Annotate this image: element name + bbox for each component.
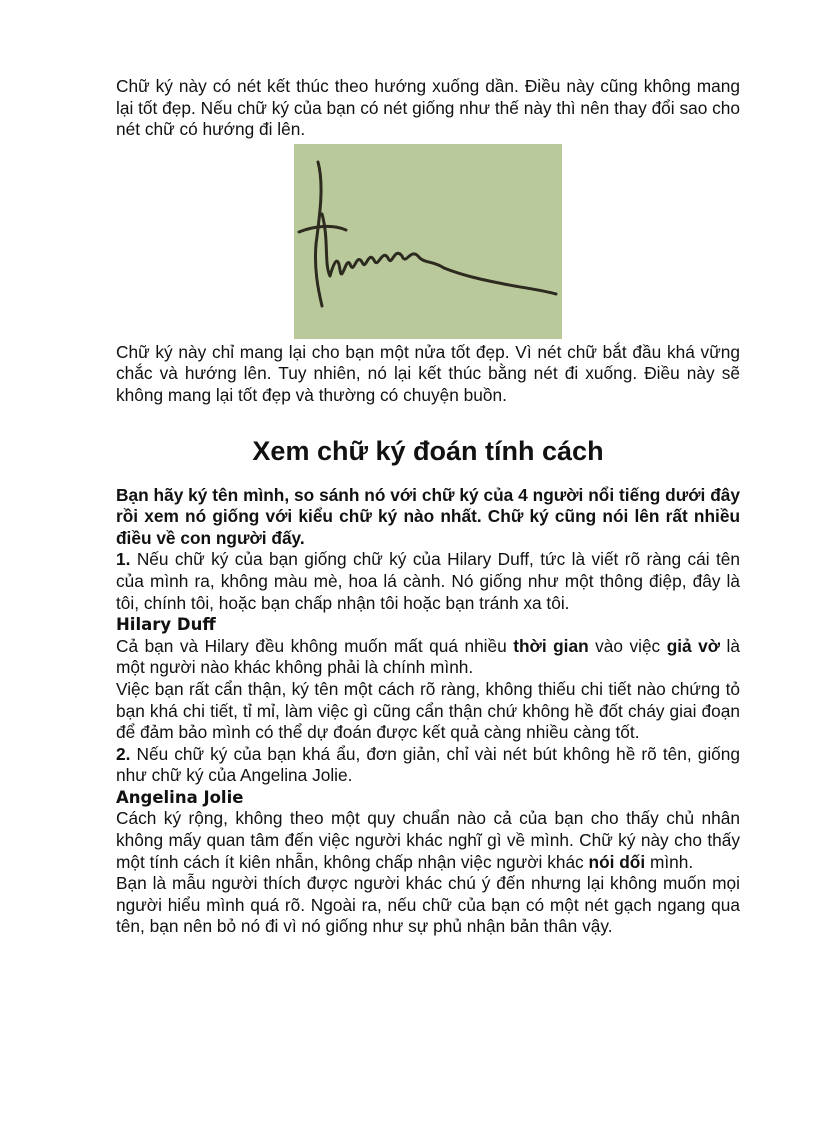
text-run: mình. — [645, 851, 694, 872]
angelina-paragraph-1 — [116, 808, 740, 873]
hilary-paragraph-2: Việc bạn rất cẩn thận, ký tên một cách rõ ràng, không thiếu chi tiết nào chứng tỏ bạn khá chi tiết, tỉ mỉ, làm việc gì cũng cẩn thận chứ không hề đốt cháy giai đoạn để đảm bảo mình có thể dự đoán được kết quả càng nhiều càng tốt. — [116, 678, 740, 743]
section-heading: Xem chữ ký đoán tính cách — [252, 435, 604, 466]
name-angelina-jolie: Angelina Jolie — [116, 787, 244, 807]
paragraph-half-good-signature: Chữ ký này chỉ mang lại cho bạn một nửa tốt đẹp. Vì nét chữ bắt đầu khá vững chắc và hướng lên. Tuy nhiên, nó lại kết thúc bằng nét đi xuống. Điều này sẽ không mang lại tốt đẹp và thường có chuyện buồn. — [116, 341, 740, 405]
name-hilary-duff: Hilary Duff — [116, 615, 216, 635]
item-2-text: Nếu chữ ký của bạn khá ẩu, đơn giản, chỉ vài nét bút không hề rõ tên, giống như chữ ký của Angelina Jolie. — [116, 743, 740, 786]
signature-image — [294, 144, 562, 339]
text-run: Cách ký rộng, không theo một quy chuẩn nào cả của bạn cho thấy chủ nhân không mấy quan tâm đến việc người khác nghĩ gì về mình. Chữ ký này cho thấy một tính cách ít kiên nhẫn, không chấp nhận việc người khác — [116, 808, 740, 872]
bold-run: thời gian — [513, 635, 589, 656]
text-run: Cả bạn và Hilary đều không muốn mất quá nhiều — [116, 635, 514, 656]
bold-run: giả vờ — [666, 635, 721, 656]
item-1-text: Nếu chữ ký của bạn giống chữ ký của Hilary Duff, tức là viết rõ ràng cái tên của mình ra, không màu mè, hoa lá cành. Nó giống như một thông điệp, đây là tôi, chính tôi, hoặc bạn chấp nhận tôi hoặc bạn tránh xa tôi. — [116, 549, 740, 613]
intro-paragraph: Bạn hãy ký tên mình, so sánh nó với chữ ký của 4 người nổi tiếng dưới đây rồi xem nó giống với kiểu chữ ký nào nhất. Chữ ký cũng nói lên rất nhiều điều về con người đấy. — [116, 484, 740, 548]
angelina-paragraph-2: Bạn là mẫu người thích được người khác chú ý đến nhưng lại không muốn mọi người hiểu mình quá rõ. Ngoài ra, nếu chữ của bạn có một nét gạch ngang qua tên, bạn nên bỏ nó đi vì nó giống như sự phủ nhận bản thân vậy. — [116, 873, 740, 937]
item-1-number: 1. — [116, 549, 131, 570]
text-run: vào việc — [588, 635, 667, 656]
bold-run: nói dối — [588, 851, 646, 872]
signature-scribble — [294, 144, 562, 339]
hilary-paragraph-1 — [116, 636, 740, 679]
text-run: là một người nào khác không phải là chính mình. — [116, 635, 740, 678]
item-1-paragraph — [116, 549, 740, 614]
document-page — [116, 76, 740, 938]
paragraph-descending-signature: Chữ ký này có nét kết thúc theo hướng xuống dần. Điều này cũng không mang lại tốt đẹp. Nếu chữ ký của bạn có nét giống như thế này thì nên thay đổi sao cho nét chữ có hướng đi lên. — [116, 76, 740, 140]
item-2-number: 2. — [116, 743, 131, 764]
item-2-paragraph — [116, 744, 740, 787]
